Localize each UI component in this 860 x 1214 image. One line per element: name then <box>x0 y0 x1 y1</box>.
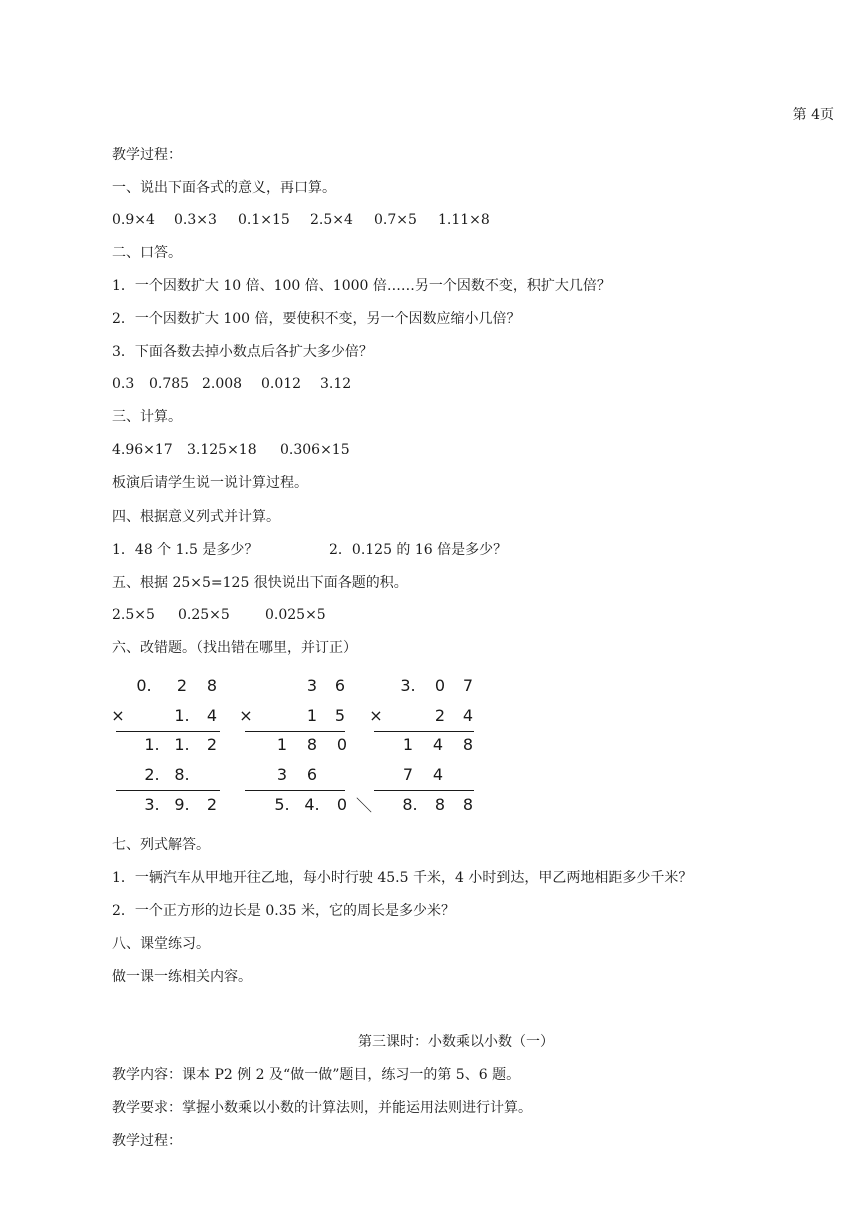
digit: 4 <box>206 706 218 725</box>
section-3-note: 板演后请学生说一说计算过程。 <box>112 475 308 491</box>
expr: 0.1×15 <box>238 212 290 228</box>
section-7-q2: 2．一个正方形的边长是 0.35 米，它的周长是多少米？ <box>112 903 455 919</box>
expr: 0.3×3 <box>174 212 217 228</box>
section-4-questions <box>112 540 507 560</box>
digit: 1. <box>144 735 160 754</box>
question: 2．0.125 的 16 倍是多少？ <box>329 542 508 558</box>
digit: 5. <box>274 795 290 814</box>
rule <box>245 731 345 732</box>
expr: 1.11×8 <box>438 212 490 228</box>
expr: 2.5×5 <box>112 607 155 623</box>
section-2-q1: 1．一个因数扩大 10 倍、100 倍、1000 倍……另一个因数不变，积扩大几倍？ <box>112 278 611 294</box>
digit: 0. <box>136 676 152 695</box>
digit: 8 <box>306 735 318 754</box>
rule <box>374 731 474 732</box>
section-4-title: 四、根据意义列式并计算。 <box>112 509 280 525</box>
lesson-3-title: 第三课时：小数乘以小数（一） <box>358 1034 554 1050</box>
digit: 1. <box>174 706 190 725</box>
digit: 8 <box>434 795 446 814</box>
digit: 7 <box>402 765 414 784</box>
digit: 5 <box>334 706 346 725</box>
expr: 0.306×15 <box>280 442 350 458</box>
question: 1．48 个 1.5 是多少？ <box>112 542 259 558</box>
section-3-exprs <box>112 440 350 460</box>
section-5-title: 五、根据 25×5=125 很快说出下面各题的积。 <box>112 575 408 591</box>
expr: 0.9×4 <box>112 212 155 228</box>
section-7-q1: 1．一辆汽车从甲地开往乙地，每小时行驶 45.5 千米，4 小时到达，甲乙两地相距多少千米？ <box>112 870 693 886</box>
digit: 3 <box>306 676 318 695</box>
lesson-3-content: 教学内容：课本 P2 例 2 及“做一做”题目，练习一的第 5、6 题。 <box>112 1067 521 1083</box>
section-2-title: 二、口答。 <box>112 245 182 261</box>
section-5-exprs <box>112 605 326 625</box>
digit: 6 <box>306 765 318 784</box>
section-2-q3: 3．下面各数去掉小数点后各扩大多少倍？ <box>112 344 373 360</box>
digit: 4 <box>432 765 444 784</box>
times-sign: × <box>111 706 125 725</box>
expr: 0.025×5 <box>265 607 326 623</box>
digit: 9. <box>174 795 190 814</box>
digit: 1. <box>174 735 190 754</box>
digit: 2 <box>206 795 218 814</box>
digit: 0 <box>336 795 348 814</box>
digit: 0 <box>336 735 348 754</box>
digit: 1 <box>306 706 318 725</box>
digit: 1 <box>276 735 288 754</box>
rule <box>374 790 474 791</box>
expr: 4.96×17 <box>112 442 173 458</box>
number: 3.12 <box>320 376 352 392</box>
section-8-title: 八、课堂练习。 <box>112 936 210 952</box>
digit: 8. <box>402 795 418 814</box>
digit: 2 <box>176 676 188 695</box>
digit: 7 <box>462 676 474 695</box>
digit: 2 <box>434 706 446 725</box>
rule <box>116 790 220 791</box>
rule <box>116 731 220 732</box>
heading-process: 教学过程： <box>112 147 182 163</box>
section-7-title: 七、列式解答。 <box>112 837 210 853</box>
digit: 3 <box>276 765 288 784</box>
digit: 6 <box>334 676 346 695</box>
times-sign: × <box>239 706 253 725</box>
digit: 8 <box>206 676 218 695</box>
times-sign: × <box>369 706 383 725</box>
expr: 3.125×18 <box>187 442 257 458</box>
section-6-title: 六、改错题。（找出错在哪里，并订正） <box>112 640 357 656</box>
digit: 3. <box>144 795 160 814</box>
number: 2.008 <box>202 376 243 392</box>
digit: 1 <box>402 735 414 754</box>
digit: 2. <box>144 765 160 784</box>
digit: 8 <box>462 735 474 754</box>
expr: 0.25×5 <box>178 607 230 623</box>
number: 0.3 <box>112 376 135 392</box>
digit: 8 <box>462 795 474 814</box>
rule <box>245 790 345 791</box>
expr: 0.7×5 <box>374 212 417 228</box>
digit: 3. <box>400 676 416 695</box>
lesson-3-process: 教学过程： <box>112 1133 182 1149</box>
section-2-q2: 2．一个因数扩大 100 倍，要使积不变，另一个因数应缩小几倍？ <box>112 311 521 327</box>
digit: 4 <box>432 735 444 754</box>
number: 0.012 <box>261 376 302 392</box>
section-8-note: 做一课一练相关内容。 <box>112 969 252 985</box>
section-3-title: 三、计算。 <box>112 409 182 425</box>
digit: 8. <box>174 765 190 784</box>
section-1-exprs <box>112 210 490 230</box>
lesson-3-requirement: 教学要求：掌握小数乘以小数的计算法则，并能运用法则进行计算。 <box>112 1100 532 1116</box>
stray-mark: ＼ <box>355 796 372 815</box>
section-2-nums <box>112 374 351 394</box>
section-1-title: 一、说出下面各式的意义，再口算。 <box>112 180 336 196</box>
digit: 2 <box>206 735 218 754</box>
digit: 0 <box>434 676 446 695</box>
expr: 2.5×4 <box>310 212 353 228</box>
digit: 4 <box>462 706 474 725</box>
number: 0.785 <box>149 376 190 392</box>
error-correction-problems <box>112 676 492 816</box>
digit: 4. <box>304 795 320 814</box>
page-number: 第 4页 <box>792 107 834 123</box>
